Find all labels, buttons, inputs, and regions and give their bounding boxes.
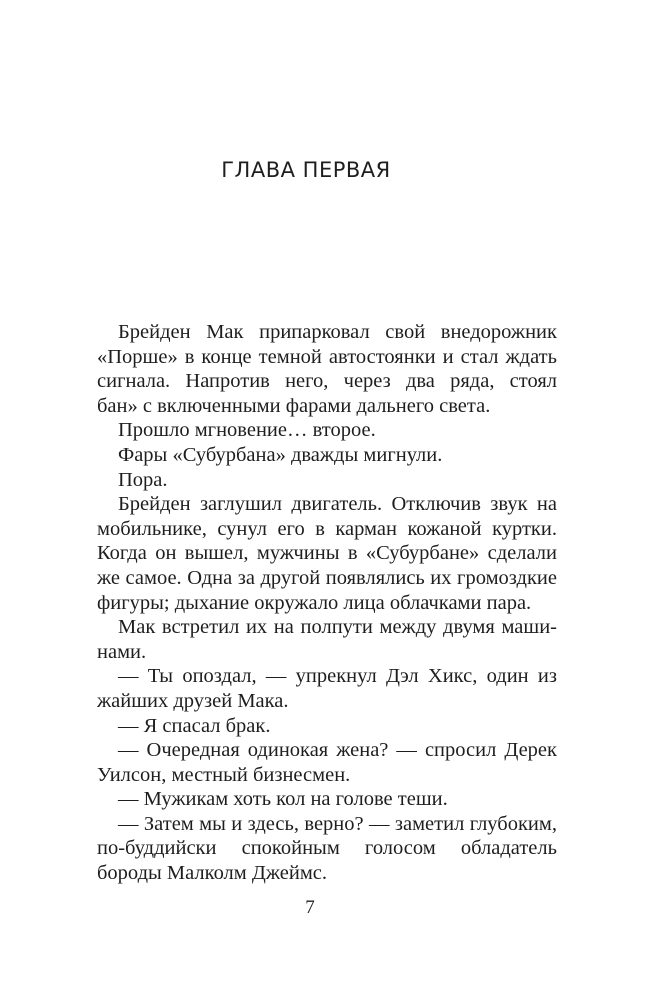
text-line: — Очередная одинокая жена? — спросил Дерек bbox=[118, 739, 557, 762]
text-line: жайших друзей Мака. bbox=[97, 689, 289, 712]
text-line: Мак встретил их на полпути между двумя маши- bbox=[118, 616, 557, 639]
body-text bbox=[97, 320, 557, 886]
text-line: Когда он вышел, мужчины в «Субурбане» сделали bbox=[97, 542, 557, 565]
text-line: бороды Малколм Джеймс. bbox=[97, 862, 328, 885]
text-line: — Я спасал брак. bbox=[118, 714, 271, 737]
chapter-title: ГЛАВА ПЕРВАЯ bbox=[221, 158, 391, 182]
text-line: же самое. Одна за другой появлялись их громоздкие bbox=[97, 566, 557, 589]
text-line: Брейден Мак припарковал свой внедорожник bbox=[118, 321, 557, 343]
text-line: по-буддийски спокойным голосом обладатель bbox=[97, 837, 557, 860]
text-line: Прошло мгновение… второе. bbox=[118, 419, 376, 442]
text-line: Брейден заглушил двигатель. Отключив звук на bbox=[118, 493, 557, 516]
text-line: мобильнике, сунул его в карман кожаной куртки. bbox=[97, 517, 557, 540]
text-line: «Порше» в конце темной автостоянки и стал ждать bbox=[97, 345, 557, 368]
page-number: 7 bbox=[305, 897, 315, 918]
text-line: Фары «Субурбана» дважды мигнули. bbox=[118, 443, 443, 466]
text-line: — Затем мы и здесь, верно? — заметил глубоким, bbox=[118, 812, 557, 835]
text-line: Пора. bbox=[118, 468, 168, 491]
text-line: сигнала. Напротив него, через два ряда, стоял bbox=[97, 370, 557, 393]
text-line: — Мужикам хоть кол на голове теши. bbox=[118, 788, 448, 811]
text-line: Уилсон, местный бизнесмен. bbox=[97, 763, 351, 786]
text-line: — Ты опоздал, — упрекнул Дэл Хикс, один из bbox=[118, 665, 557, 688]
text-line: бан» с включенными фарами дальнего света. bbox=[97, 394, 491, 417]
text-line: фигуры; дыхание окружало лица облачками пара. bbox=[97, 591, 532, 614]
text-line: нами. bbox=[97, 640, 147, 663]
